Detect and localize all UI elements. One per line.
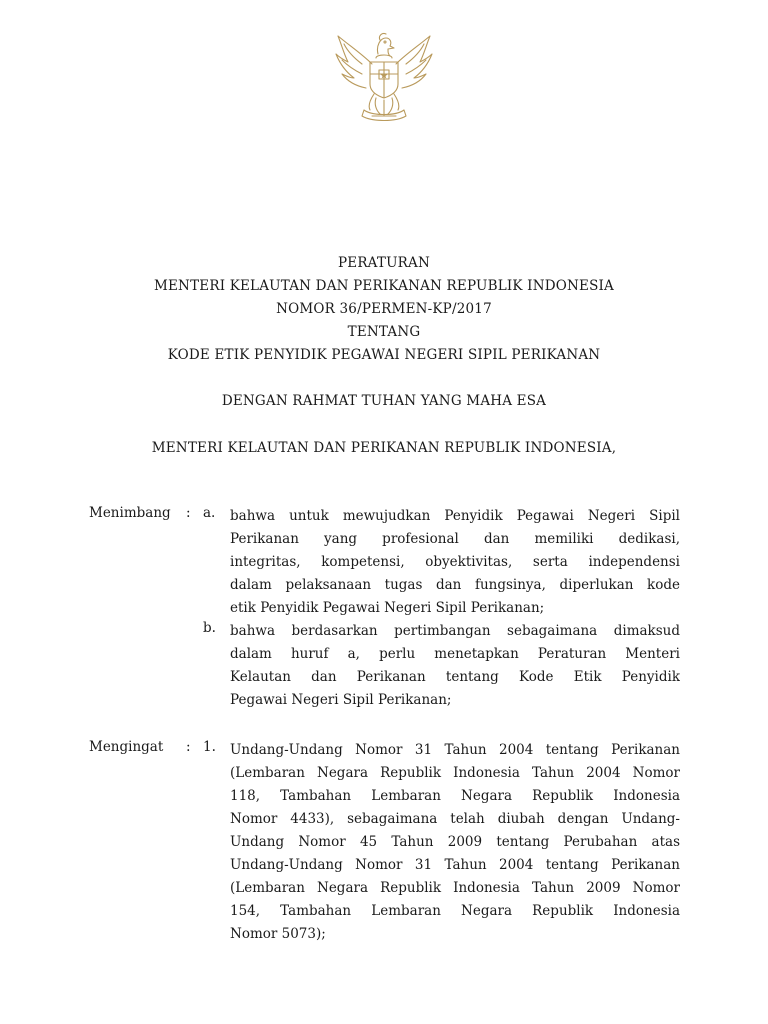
menimbang-colon: : [186, 505, 191, 521]
title-subject: KODE ETIK PENYIDIK PEGAWAI NEGERI SIPIL PERIKANAN [167, 347, 601, 363]
mengingat-label: Mengingat [89, 739, 164, 755]
mengingat-item-1: Undang-Undang Nomor 31 Tahun 2004 tentang Perikanan (Lembaran Negara Republik Indonesia Tahun 2004 Nomor 118, Tambahan Lembaran Negara Republik Indonesia Nomor 4433), sebagaimana telah diubah dengan Undang- Undang Nomor 45 Tahun 2009 tentang Perubahan atas Undang-Undang Nomor 31 Tahun 2004 tentang Perikanan (Lembaran Negara Republik Indonesia Tahun 2009 Nomor 154, Tambahan Lembaran Negara Republik Indonesia Nomor 5073); [230, 742, 680, 942]
menimbang-item-b: bahwa berdasarkan pertimbangan sebagaimana dimaksud dalam huruf a, perlu menetapkan Peraturan Menteri Kelautan dan Perikanan tentang Kode Etik Penyidik Pegawai Negeri Sipil Perikanan; [230, 623, 680, 708]
blessing-line: DENGAN RAHMAT TUHAN YANG MAHA ESA [221, 393, 547, 409]
mengingat-item-1-marker: 1. [203, 739, 216, 755]
title-number: NOMOR 36/PERMEN-KP/2017 [276, 301, 492, 317]
garuda-emblem-icon [332, 24, 436, 124]
minister-line: MENTERI KELAUTAN DAN PERIKANAN REPUBLIK INDONESIA, [151, 440, 617, 456]
title-ministry: MENTERI KELAUTAN DAN PERIKANAN REPUBLIK INDONESIA [153, 278, 615, 294]
menimbang-label: Menimbang [89, 505, 171, 521]
regulation-title-block [0, 252, 768, 367]
mengingat-colon: : [186, 739, 191, 755]
menimbang-item-a-marker: a. [203, 505, 216, 521]
title-tentang: TENTANG [347, 324, 421, 340]
menimbang-item-a: bahwa untuk mewujudkan Penyidik Pegawai Negeri Sipil Perikanan yang profesional dan memiliki dedikasi, integritas, kompetensi, obyektivitas, serta independensi dalam pelaksanaan tugas dan fungsinya, diperlukan kode etik Penyidik Pegawai Negeri Sipil Perikanan; [230, 508, 680, 616]
menimbang-item-b-marker: b. [203, 620, 216, 636]
title-peraturan: PERATURAN [337, 255, 431, 271]
